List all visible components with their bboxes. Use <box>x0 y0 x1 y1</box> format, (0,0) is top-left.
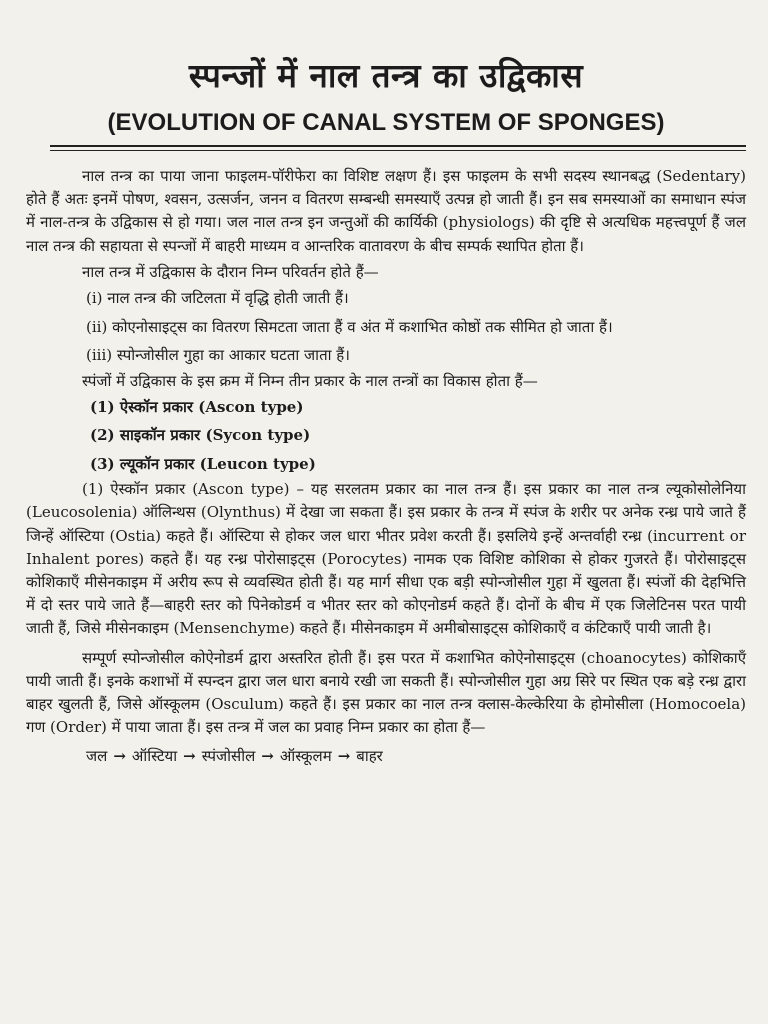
list-item-type: (2) साइकॉन प्रकार (Sycon type) <box>90 426 311 445</box>
arrow-right-icon: → <box>337 747 351 766</box>
flow-step: स्पंजोसील <box>201 747 256 766</box>
arrow-right-icon: → <box>183 747 196 766</box>
list-item-change: (i) नाल तन्त्र की जटिलता में वृद्धि होती जाती हैं। <box>86 289 349 308</box>
choanocyte-paragraph: सम्पूर्ण स्पोन्जोसील कोऐनोडर्म द्वारा अस्तरित होती हैं। इस परत में कशाभित कोऐनोसाइट्स (choanocytes) कोशिकाएँ पायी जाती हैं। इनके कशाभों में स्पन्दन द्वारा जल धारा बनाये रखी जा सकती हैं। स्पोन्जोसील गुहा अग्र सिरे पर स्थित एक बड़े रन्ध्र द्वारा बाहर खुलती हैं, जिसे ऑस्कूलम (Osculum) कहते हैं। इस प्रकार का नाल तन्त्र क्लास-केल्केरिया के होमोसीला (Homocoela) गण (Order) में पाया जाता हैं। इस तन्त्र में जल का प्रवाह निम्न प्रकार का होता हैं— <box>26 648 746 737</box>
arrow-right-icon: → <box>113 747 126 766</box>
intro-paragraph: नाल तन्त्र का पाया जाना फाइलम-पॉरीफेरा का विशिष्ट लक्षण हैं। इस फाइलम के सभी सदस्य स्थानबद्ध (Sedentary) होते हैं अतः इनमें पोषण, श्वसन, उत्सर्जन, जनन व वितरण सम्बन्धी समस्याएँ उत्पन्न हो जाती हैं। इन सब समस्याओं का समाधान स्पंज में नाल-तन्त्र के उद्विकास से हो गया। जल नाल तन्त्र इन जन्तुओं की कार्यिकी (physiologs) की दृष्टि से अत्यधिक महत्त्वपूर्ण हैं जल नाल तन्त्र की सहायता से स्पन्जों में बाहरी माध्यम व आन्तरिक वातावरण के बीच सम्पर्क स्थापित होता हैं। <box>26 167 746 255</box>
page-title-hindi: स्पन्जों में नाल तन्त्र का उद्विकास <box>188 56 584 95</box>
flow-step: ऑस्कूलम <box>279 747 332 766</box>
changes-intro: नाल तन्त्र में उद्विकास के दौरान निम्न परिवर्तन होते हैं— <box>82 262 379 281</box>
title-divider-thick <box>50 145 746 147</box>
page-title-english: (EVOLUTION OF CANAL SYSTEM OF SPONGES) <box>107 109 665 136</box>
ascon-paragraph: (1) ऐस्कॉन प्रकार (Ascon type) – यह सरलतम प्रकार का नाल तन्त्र हैं। इस प्रकार का नाल तन्त्र ल्यूकोसोलेनिया (Leucosolenia) ऑलिन्थस (Olynthus) में देखा जा सकता हैं। इस प्रकार के तन्त्र में स्पंज के शरीर पर अनेक रन्ध्र पाये जाते हैं जिन्हें ऑस्टिया (Ostia) कहते हैं। ऑस्टिया से होकर जल धारा भीतर प्रवेश करती हैं। इसलिये इन्हें अन्तर्वाही रन्ध्र (incurrent or Inhalent pores) कहते हैं। यह रन्ध्र पोरोसाइट्स (Porocytes) नामक एक विशिष्ट कोशिका से होकर गुजरते हैं। पोरोसाइट्स कोशिकाएँ मीसेनकाइम में अरीय रूप से व्यवस्थित होती हैं। यह मार्ग सीधा एक बड़ी स्पोन्जोसील गुहा में खुलता हैं। स्पंजों की देहभित्ति में दो स्तर पाये जाते हैं—बाहरी स्तर को पिनेकोडर्म व भीतर स्तर को कोएनोडर्म कहते हैं। दोनों के बीच में एक जिलेटिनस परत पायी जाती हैं, जिसे मीसेनकाइम (Mensenchyme) कहते हैं। मीसेनकाइम में अमीबोसाइट्स कोशिकाएँ व कंटिकाएँ पायी जाती है। <box>26 480 746 638</box>
list-item-type: (1) ऐस्कॉन प्रकार (Ascon type) <box>90 397 304 416</box>
arrow-right-icon: → <box>261 747 274 766</box>
flow-step: बाहर <box>356 747 383 766</box>
types-intro: स्पंजों में उद्विकास के इस क्रम में निम्न तीन प्रकार के नाल तन्त्रों का विकास होता हैं— <box>82 371 538 390</box>
flow-step: ऑस्टिया <box>131 747 178 766</box>
list-item-change: (ii) कोएनोसाइट्स का वितरण सिमटता जाता हैं व अंत में कशाभित कोष्ठों तक सीमित हो जाता हैं। <box>86 317 613 336</box>
list-item-type: (3) ल्यूकॉन प्रकार (Leucon type) <box>90 454 316 473</box>
title-divider-thin <box>50 150 746 151</box>
list-item-change: (iii) स्पोन्जोसील गुहा का आकार घटता जाता हैं। <box>86 346 350 365</box>
flow-step: जल <box>86 747 108 766</box>
water-flow-sequence <box>26 743 746 769</box>
